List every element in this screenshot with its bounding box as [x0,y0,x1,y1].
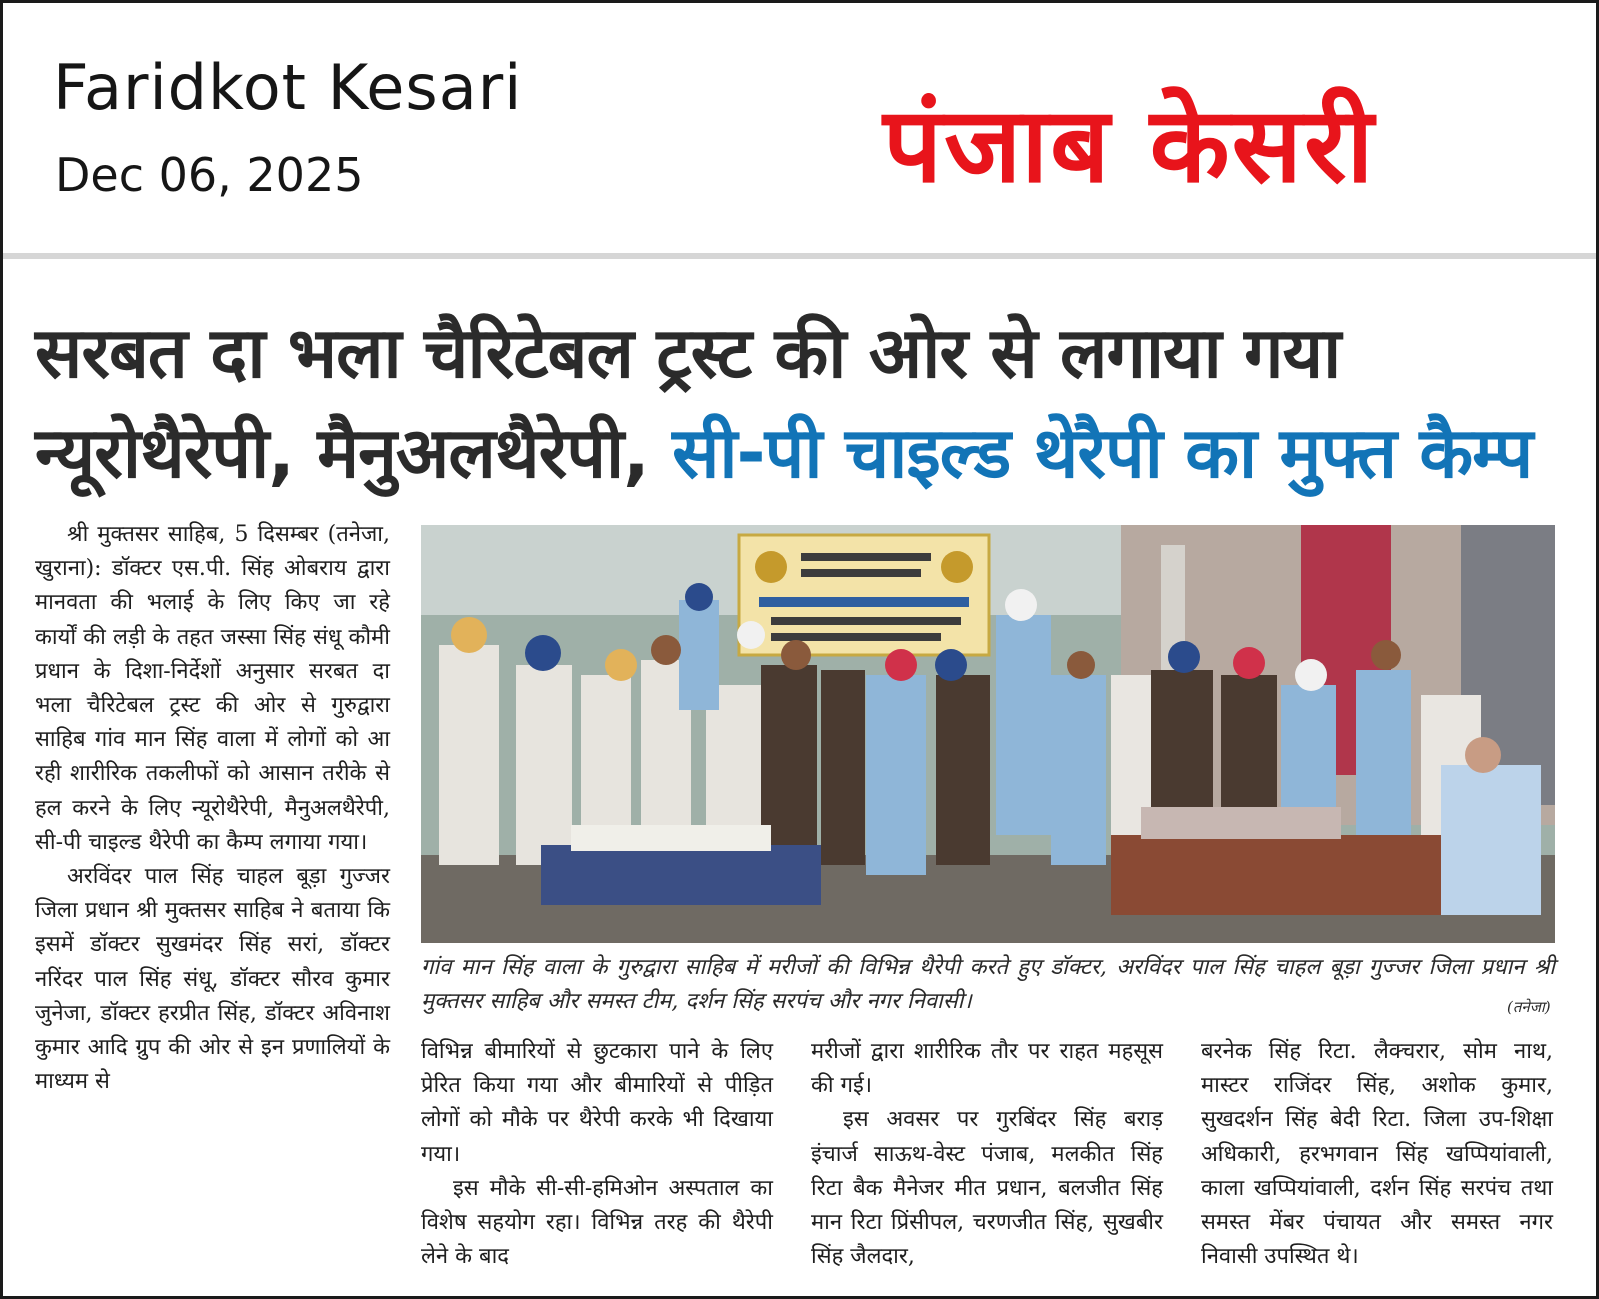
photo-caption: गांव मान सिंह वाला के गुरुद्वारा साहिब में मरीजों की विभिन्न थैरेपी करते हुए डॉक्टर, अरविंदर पाल सिंह चाहल बूड़ा गुज्जर जिला प्रधान श्री मुक्तसर साहिब और समस्त टीम, दर्शन सिंह सरपंच और नगर निवासी। [421,955,1555,1014]
article-column-1 [35,518,390,1099]
article-paragraph: बरनेक सिंह रिटा. लैक्चरार, सोम नाथ, मास्टर राजिंदर सिंह, अशोक कुमार, सुखदर्शन सिंह बेदी रिटा. जिला उप-शिक्षा अधिकारी, हरभगवान सिंह खप्पियांवाली, काला खप्पियांवाली, दर्शन सिंह सरपंच तथा समस्त मेंबर पंचायत और समस्त नगर निवासी उपस्थित थे। [1201,1039,1553,1270]
article-paragraph: विभिन्न बीमारियों से छुटकारा पाने के लिए प्रेरित किया गया और बीमारियों से पीड़ित लोगों को मौके पर थैरेपी करके भी दिखाया गया। [421,1039,773,1167]
headline-part-1: सरबत दा भला चैरिटेबल ट्रस्ट की ओर से लगाया गया न्यूरोथैरेपी, मैनुअलथैरेपी, [35,312,1341,494]
article-paragraph: इस अवसर पर गुरबिंदर सिंह बराड़ इंचार्ज साऊथ-वेस्ट पंजाब, मलकीत सिंह रिटा बैक मैनेजर मीत प्रधान, बलजीत सिंह मान रिटा प्रिंसीपल, चरणजीत सिंह, सुखबीर सिंह जैलदार, [811,1107,1163,1270]
article-paragraph: अरविंदर पाल सिंह चाहल बूड़ा गुज्जर जिला प्रधान श्री मुक्तसर साहिब ने बताया कि इसमें डॉक्टर सुखमंदर सिंह सरां, डॉक्टर नरिंदर पाल सिंह संधू, डॉक्टर सौरव कुमार जुनेजा, डॉक्टर हरप्रीत सिंह, डॉक्टर अविनाश कुमार आदि ग्रुप की ओर से इन प्रणालियों के माध्यम से [35,864,390,1095]
header-divider [3,253,1596,259]
article-column-4 [1201,1035,1553,1274]
article-photo [421,525,1555,943]
clipping-header [3,3,1596,253]
edition-name: Faridkot Kesari [53,51,523,124]
publication-date: Dec 06, 2025 [55,148,364,202]
article-column-2 [421,1035,773,1274]
article-paragraph: इस मौके सी-सी-हमिओन अस्पताल का विशेष सहयोग रहा। विभिन्न तरह की थैरेपी लेने के बाद [421,1175,773,1270]
article-column-3 [811,1035,1163,1274]
photo-credit: (तनेजा) [1507,998,1551,1016]
newspaper-masthead: पंजाब केसरी [883,84,1376,206]
article-paragraph: श्री मुक्तसर साहिब, 5 दिसम्बर (तनेजा, खुराना): डॉक्टर एस.पी. सिंह ओबराय द्वारा मानवता की भलाई के लिए किए जा रहे कार्यों की लड़ी के तहत जस्सा सिंह संधू कौमी प्रधान के दिशा-निर्देशों अनुसार सरबत दा भला चैरिटेबल ट्रस्ट की ओर से गुरुद्वारा साहिब गांव मान सिंह वाला में लोगों को आ रही शारीरिक तकलीफों को आसान तरीके से हल करने के लिए न्यूरोथैरेपी, मैनुअलथैरेपी, सी-पी चाइल्ड थैरेपी का कैम्प लगाया गया। [35,522,390,855]
article-headline [35,303,1575,503]
article-paragraph: मरीजों द्वारा शारीरिक तौर पर राहत महसूस की गई। [811,1039,1163,1099]
headline-part-2: सी-पी चाइल्ड थेरैपी का मुफ्त कैम्प [672,412,1533,494]
